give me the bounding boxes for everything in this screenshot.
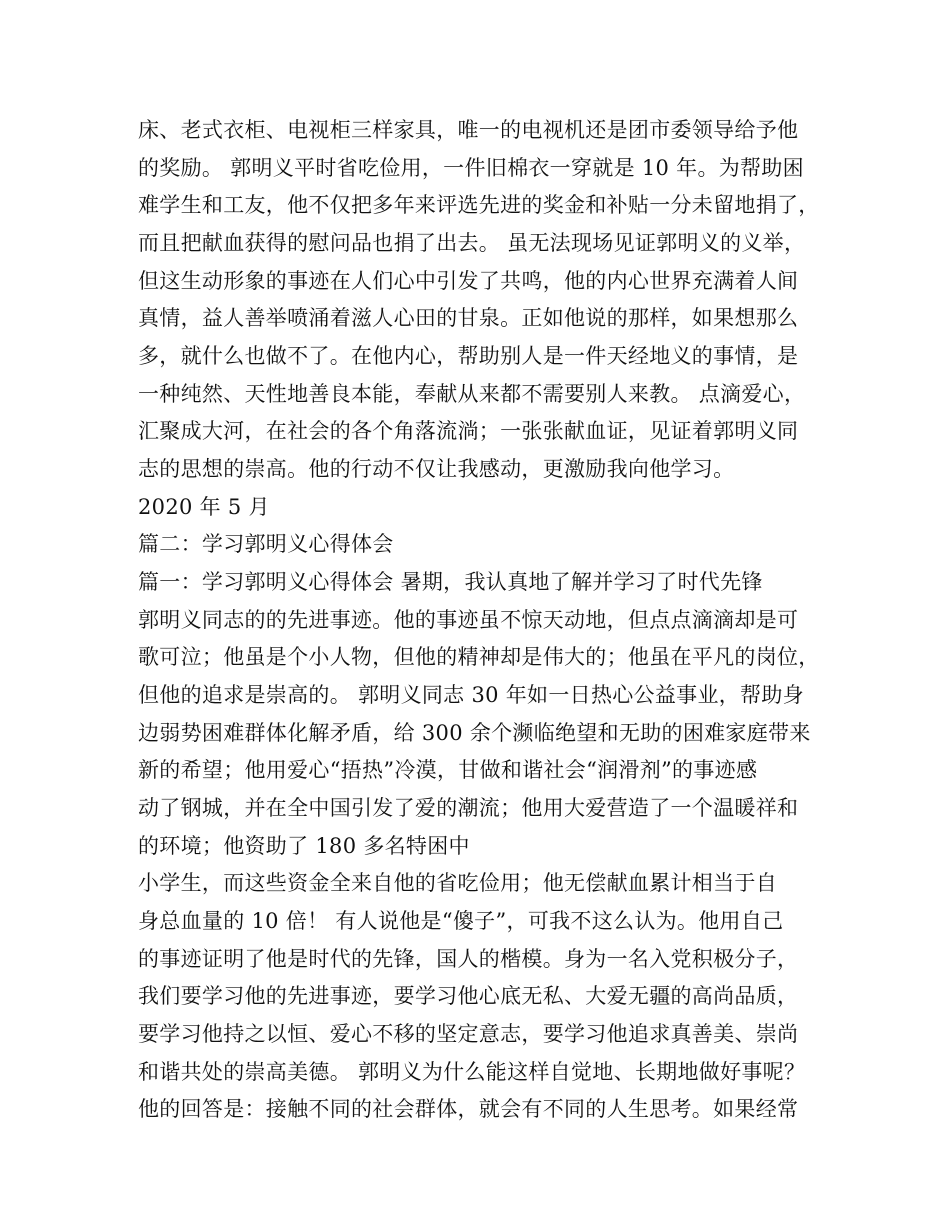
text-line: 多，就什么也做不了。在他内心，帮助别人是一件天经地义的事情，是 (138, 344, 799, 368)
text-line: 志的思想的崇高。他的行动不仅让我感动，更激励我向他学习。 (138, 457, 735, 481)
text-line: 真情，益人善举喷涌着滋人心田的甘泉。正如他说的那样，如果想那么 (138, 306, 799, 330)
text-line: 要学习他持之以恒、爱心不移的坚定意志，要学习他追求真善美、崇尚 (138, 1022, 799, 1046)
text-line: 动了钢城，并在全中国引发了爱的潮流；他用大爱营造了一个温暖祥和 (138, 796, 799, 820)
text-line: 身总血量的 10 倍！ 有人说他是“傻子”，可我不这么认为。他用自己 (138, 909, 784, 933)
text-line: 的奖励。 郭明义平时省吃俭用，一件旧棉衣一穿就是 10 年。为帮助困 (138, 156, 804, 180)
text-line: 一种纯然、天性地善良本能，奉献从来都不需要别人来教。 点滴爱心， (138, 382, 806, 406)
text-line: 的事迹证明了他是时代的先锋，国人的楷模。身为一名入党积极分子， (138, 947, 799, 971)
text-line: 篇一：学习郭明义心得体会 暑期，我认真地了解并学习了时代先锋 (138, 570, 763, 594)
date-line: 2020 年 5 月 (138, 495, 270, 519)
text-line: 和谐共处的崇高美德。 郭明义为什么能这样自觉地、长期地做好事呢？ (138, 1060, 806, 1084)
text-line: 歌可泣；他虽是个小人物，但他的精神却是伟大的；他虽在平凡的岗位， (138, 645, 820, 669)
text-line: 而且把献血获得的慰问品也捐了出去。 虽无法现场见证郭明义的义举， (138, 231, 806, 255)
text-line: 郭明义同志的的先进事迹。他的事迹虽不惊天动地，但点点滴滴却是可 (138, 608, 799, 632)
text-line: 他的回答是：接触不同的社会群体，就会有不同的人生思考。如果经常 (138, 1097, 799, 1121)
text-line: 新的希望；他用爱心“捂热”冷漠，甘做和谐社会“润滑剂”的事迹感 (138, 758, 758, 782)
text-line: 小学生，而这些资金全来自他的省吃俭用；他无偿献血累计相当于自 (138, 871, 777, 895)
text-line: 边弱势困难群体化解矛盾，给 300 余个濒临绝望和无助的困难家庭带来 (138, 721, 811, 745)
text-line: 的环境；他资助了 180 多名特困中 (138, 834, 470, 858)
section-heading: 篇二：学习郭明义心得体会 (138, 532, 394, 556)
text-line: 但这生动形象的事迹在人们心中引发了共鸣，他的内心世界充满着人间 (138, 269, 799, 293)
text-line: 难学生和工友，他不仅把多年来评选先进的奖金和补贴一分未留地捐了， (138, 193, 820, 217)
text-line: 汇聚成大河，在社会的各个角落流淌；一张张献血证，见证着郭明义同 (138, 419, 799, 443)
text-line: 床、老式衣柜、电视柜三样家具，唯一的电视机还是团市委领导给予他 (138, 118, 799, 142)
text-line: 但他的追求是崇高的。 郭明义同志 30 年如一日热心公益事业，帮助身 (138, 683, 804, 707)
text-line: 我们要学习他的先进事迹，要学习他心底无私、大爱无疆的高尚品质， (138, 984, 799, 1008)
